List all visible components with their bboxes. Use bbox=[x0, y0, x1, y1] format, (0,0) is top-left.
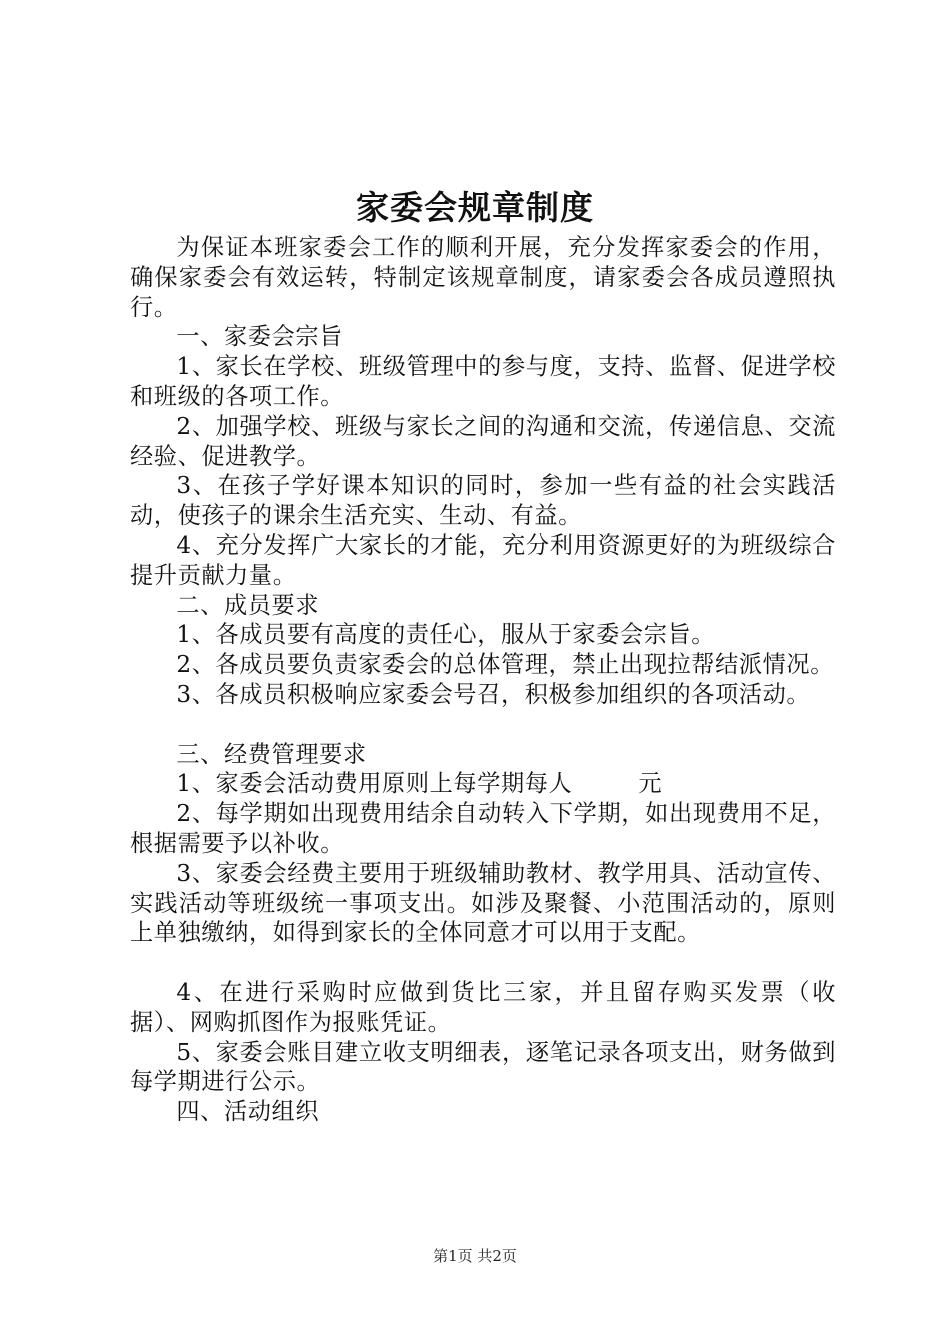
intro-paragraph: 为保证本班家委会工作的顺利开展，充分发挥家委会的作用，确保家委会有效运转，特制定该规章制度，请家委会各成员遵照执行。 bbox=[130, 234, 836, 321]
funds-item-1-unit: 元 bbox=[638, 770, 663, 798]
document-title: 家委会规章制度 bbox=[356, 188, 594, 227]
members-item-2: 2、各成员要负责家委会的总体管理，禁止出现拉帮结派情况。 bbox=[176, 651, 835, 679]
funds-item-5: 5、家委会账目建立收支明细表，逐笔记录各项支出，财务做到每学期进行公示。 bbox=[130, 1038, 836, 1096]
funds-item-1 bbox=[130, 769, 836, 799]
paragraph-spacer bbox=[130, 948, 836, 978]
purpose-item-1: 1、家长在学校、班级管理中的参与度，支持、监督、促进学校和班级的各项工作。 bbox=[130, 353, 836, 410]
members-item-3: 3、各成员积极响应家委会号召，积极参加组织的各项活动。 bbox=[176, 680, 811, 708]
purpose-item-4: 4、充分发挥广大家长的才能，充分利用资源更好的为班级综合提升贡献力量。 bbox=[130, 531, 836, 589]
members-item-1: 1、各成员要有高度的责任心，服从于家委会宗旨。 bbox=[176, 621, 716, 649]
funds-item-4: 4、在进行采购时应做到货比三家，并且留存购买发票（收据）、网购抓图作为报账凭证。 bbox=[130, 978, 836, 1036]
section-heading-funds: 三、经费管理要求 bbox=[176, 740, 367, 768]
section-heading-purpose: 一、家委会宗旨 bbox=[176, 323, 343, 351]
purpose-item-2: 2、加强学校、班级与家长之间的沟通和交流，传递信息、交流经验、促进教学。 bbox=[130, 412, 836, 470]
page-footer: 第1页 共2页 bbox=[433, 1247, 517, 1265]
funds-item-3: 3、家委会经费主要用于班级辅助教材、教学用具、活动宣传、实践活动等班级统一事项支出。如涉及聚餐、小范围活动的，原则上单独缴纳，如得到家长的全体同意才可以用于支配。 bbox=[130, 859, 836, 947]
purpose-item-3: 3、在孩子学好课本知识的同时，参加一些有益的社会实践活动，使孩子的课余生活充实、生动、有益。 bbox=[130, 472, 836, 530]
funds-item-1-text: 1、家委会活动费用原则上每学期每人 bbox=[176, 770, 573, 798]
section-heading-members: 二、成员要求 bbox=[176, 591, 320, 619]
section-heading-activities: 四、活动组织 bbox=[176, 1098, 320, 1126]
document-body bbox=[130, 233, 836, 1127]
funds-item-2: 2、每学期如出现费用结余自动转入下学期，如出现费用不足，根据需要予以补收。 bbox=[130, 800, 836, 857]
paragraph-spacer bbox=[130, 710, 836, 740]
